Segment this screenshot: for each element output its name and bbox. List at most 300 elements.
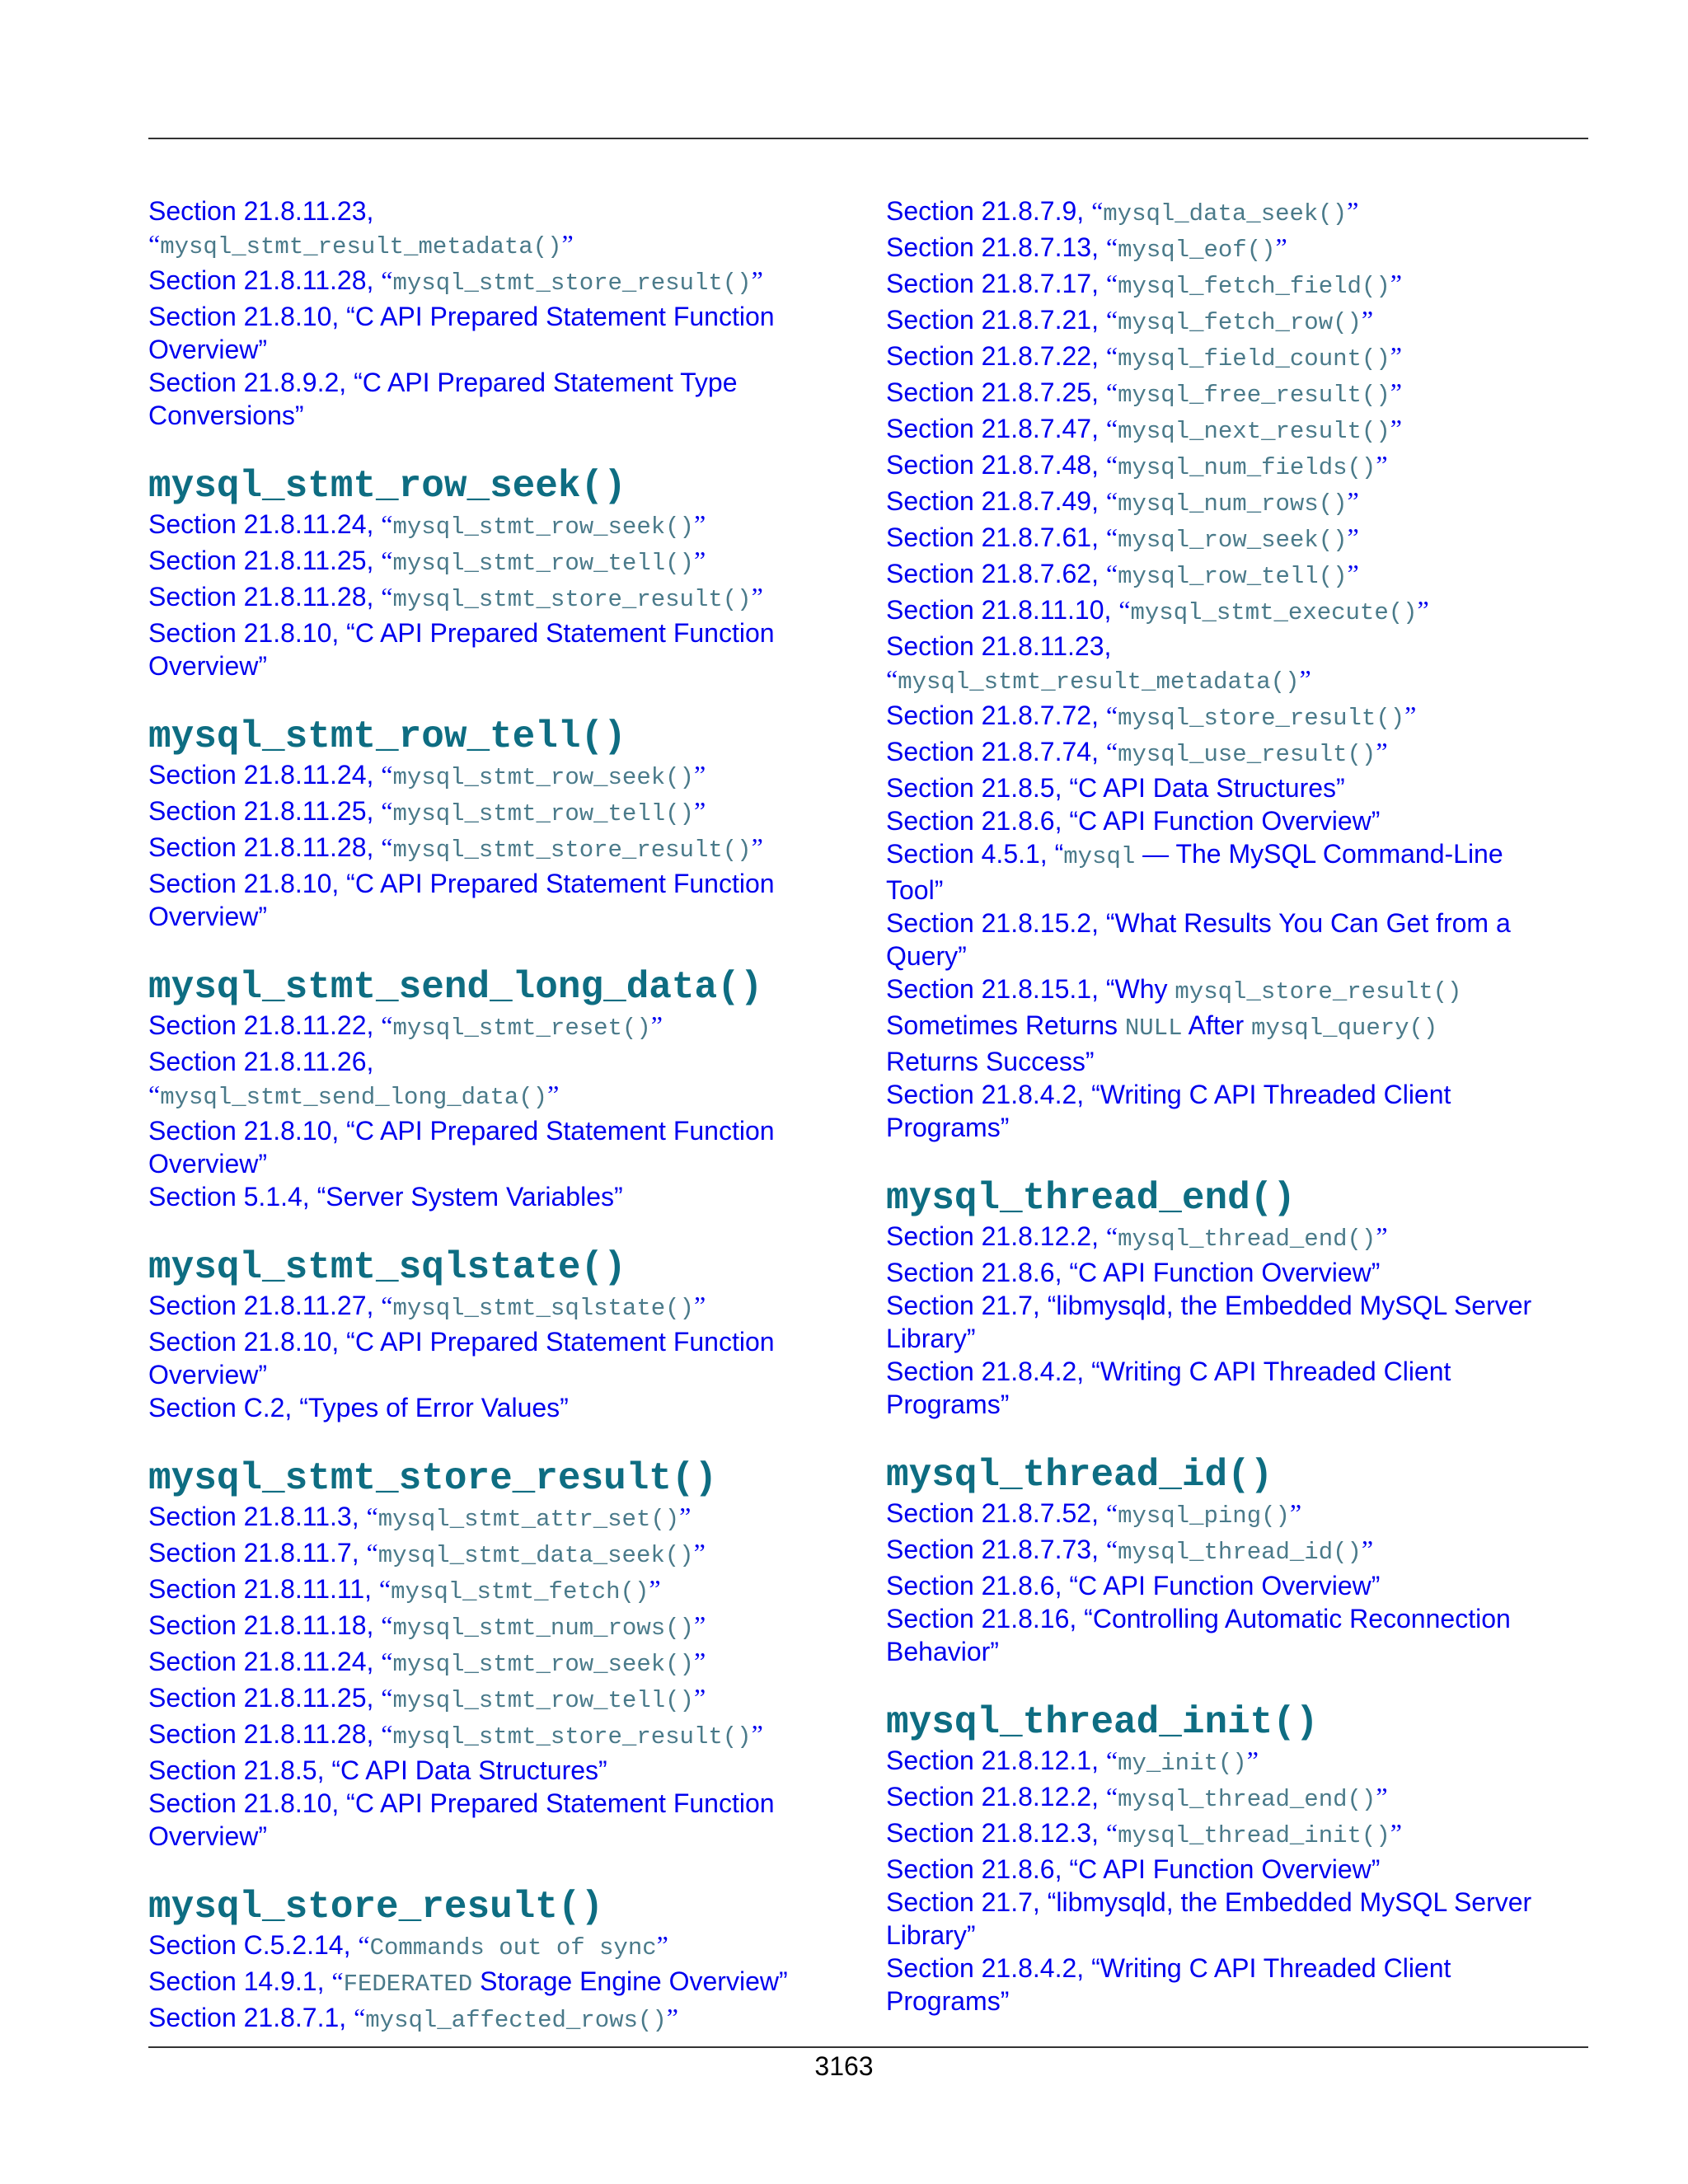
- link-text: Section 21.8.11.18,: [148, 1610, 382, 1640]
- code-text: mysql_num_rows(): [1118, 490, 1348, 518]
- code-text: mysql_stmt_row_seek(): [392, 1651, 694, 1678]
- link-text: “: [1105, 486, 1118, 516]
- link-text: ”: [1376, 450, 1388, 480]
- code-text: mysql_stmt_store_result(): [392, 269, 752, 297]
- link-text: “: [381, 1610, 393, 1640]
- section-reference-link[interactable]: [886, 557, 1587, 593]
- section-reference-link[interactable]: [886, 376, 1587, 412]
- link-text: “: [381, 1647, 393, 1676]
- link-text: ”: [693, 509, 706, 539]
- link-text: Section 21.8.6, “C API Function Overview”: [886, 806, 1381, 836]
- section-reference-link[interactable]: [886, 267, 1587, 303]
- link-text: “: [358, 1930, 370, 1960]
- link-text: Section 21.8.16, “Controlling Automatic Reconnection: [886, 1604, 1511, 1633]
- section-reference-link[interactable]: [148, 508, 849, 544]
- link-text: Section 21.8.11.26,: [148, 1047, 374, 1076]
- code-text: mysql_stmt_row_seek(): [392, 764, 694, 791]
- link-text: ”: [693, 1291, 706, 1320]
- section-reference-link[interactable]: [886, 1220, 1587, 1256]
- section-reference-link[interactable]: [148, 1681, 849, 1718]
- section-reference-link[interactable]: [148, 1718, 849, 1754]
- link-text: Section 21.8.7.21,: [886, 305, 1106, 335]
- section-reference-link[interactable]: [886, 1602, 1587, 1635]
- link-text: Section 21.8.7.1,: [148, 2003, 354, 2032]
- link-text: Conversions”: [148, 401, 304, 430]
- link-text: After: [1182, 1010, 1252, 1040]
- link-text: “: [1105, 305, 1118, 335]
- code-text: mysql_ping(): [1118, 1502, 1290, 1530]
- section-reference-link[interactable]: [148, 867, 849, 900]
- code-text: mysql_row_tell(): [1118, 563, 1348, 590]
- link-text: Section 21.8.12.2,: [886, 1782, 1106, 1811]
- link-text: ”: [1361, 305, 1374, 335]
- link-text: “: [381, 546, 393, 575]
- section-reference-link[interactable]: [886, 940, 1587, 972]
- link-text: Programs”: [886, 1113, 1010, 1142]
- index-entry: [148, 194, 849, 432]
- section-reference-link[interactable]: [148, 1114, 849, 1147]
- link-text: Section 21.8.4.2, “Writing C API Threaded Client: [886, 1953, 1451, 1983]
- code-text: mysql_store_result(): [1175, 978, 1462, 1005]
- section-reference-link[interactable]: [148, 1929, 849, 1965]
- link-text: “: [381, 1010, 393, 1040]
- link-text: “: [381, 582, 393, 612]
- link-text: Overview”: [148, 1821, 268, 1851]
- section-reference-link[interactable]: [148, 649, 849, 682]
- index-entry: [148, 966, 849, 1213]
- section-reference-link[interactable]: [886, 804, 1587, 837]
- link-text: “: [1105, 523, 1118, 552]
- link-text: Section 21.8.10, “C API Prepared Statement Function: [148, 1327, 775, 1357]
- section-reference-link[interactable]: [886, 1045, 1587, 1078]
- section-reference-link[interactable]: [886, 1780, 1587, 1816]
- link-text: “: [1105, 450, 1118, 480]
- code-text: Commands out of sync: [369, 1934, 657, 1961]
- link-text: Behavior”: [886, 1637, 999, 1666]
- link-text: “: [1091, 196, 1104, 226]
- section-reference-link[interactable]: [886, 1886, 1587, 1919]
- link-text: ”: [1376, 1782, 1388, 1811]
- link-text: ”: [1289, 1498, 1302, 1528]
- link-text: Library”: [886, 1920, 976, 1950]
- code-text: mysql_eof(): [1118, 237, 1276, 264]
- index-entry: [148, 1457, 849, 1853]
- code-text: mysql_data_seek(): [1103, 200, 1348, 227]
- link-text: Section 21.8.7.74,: [886, 737, 1106, 766]
- link-text: Section C.5.2.14,: [148, 1930, 359, 1960]
- link-text: “: [148, 229, 161, 259]
- section-reference-link[interactable]: [148, 1147, 849, 1180]
- code-text: mysql_fetch_field(): [1118, 273, 1390, 300]
- section-reference-link[interactable]: [886, 874, 1587, 907]
- link-text: “: [381, 760, 393, 790]
- section-reference-link[interactable]: [148, 264, 849, 300]
- link-text: Programs”: [886, 1986, 1010, 2016]
- section-reference-link[interactable]: [148, 1009, 849, 1045]
- section-reference-link[interactable]: [148, 227, 849, 264]
- code-text: mysql_stmt_store_result(): [392, 837, 752, 864]
- section-reference-link[interactable]: [886, 1322, 1587, 1355]
- header-rule: [148, 138, 1588, 139]
- section-reference-link[interactable]: [886, 593, 1587, 630]
- code-text: mysql_affected_rows(): [365, 2007, 667, 2034]
- section-reference-link[interactable]: [148, 1787, 849, 1820]
- section-reference-link[interactable]: [148, 1045, 849, 1078]
- section-reference-link[interactable]: [148, 616, 849, 649]
- link-text: Section 14.9.1,: [148, 1966, 332, 1996]
- link-text: “: [354, 2003, 366, 2032]
- link-text: Section 21.8.9.2, “C API Prepared Statement Type: [148, 368, 738, 397]
- link-text: Section 21.8.7.61,: [886, 523, 1106, 552]
- section-reference-link[interactable]: [886, 303, 1587, 340]
- link-text: Section 21.8.7.48,: [886, 450, 1106, 480]
- index-entry: [148, 1886, 849, 2037]
- section-reference-link[interactable]: [886, 771, 1587, 804]
- link-text: Section 21.8.12.2,: [886, 1221, 1106, 1251]
- link-text: “: [331, 1966, 344, 1996]
- code-text: mysql_stmt_attr_set(): [377, 1506, 680, 1533]
- code-text: my_init(): [1118, 1750, 1247, 1777]
- section-reference-link[interactable]: [886, 1744, 1587, 1780]
- section-reference-link[interactable]: [886, 1853, 1587, 1886]
- link-text: ”: [751, 582, 763, 612]
- code-text: mysql_num_fields(): [1118, 454, 1376, 481]
- section-reference-link[interactable]: [886, 1111, 1587, 1144]
- section-reference-link[interactable]: [886, 907, 1587, 940]
- section-reference-link[interactable]: [886, 485, 1587, 521]
- link-text: Section 21.8.10, “C API Prepared Statement Function: [148, 869, 775, 898]
- entry-heading: mysql_thread_end(): [886, 1177, 1296, 1220]
- link-text: Section 21.8.7.25,: [886, 377, 1106, 407]
- link-text: Section 21.8.11.27,: [148, 1291, 382, 1320]
- link-text: “: [1105, 559, 1118, 588]
- section-reference-link[interactable]: [148, 1500, 849, 1536]
- section-reference-link[interactable]: [886, 1816, 1587, 1853]
- section-reference-link[interactable]: [148, 366, 849, 399]
- section-reference-link[interactable]: [886, 1569, 1587, 1602]
- link-text: “: [381, 1291, 393, 1320]
- code-text: mysql_stmt_result_metadata(): [160, 233, 562, 260]
- code-text: mysql_stmt_result_metadata(): [898, 668, 1300, 696]
- section-reference-link[interactable]: [148, 580, 849, 616]
- link-text: ”: [693, 1683, 706, 1713]
- link-text: ”: [693, 1647, 706, 1676]
- link-text: Section 21.8.6, “C API Function Overview”: [886, 1571, 1381, 1601]
- link-text: Library”: [886, 1324, 976, 1353]
- section-reference-link[interactable]: [148, 194, 849, 227]
- code-text: mysql_thread_end(): [1118, 1226, 1376, 1253]
- link-text: Section 21.8.11.24,: [148, 1647, 382, 1676]
- link-text: Section 21.8.11.7,: [148, 1538, 367, 1568]
- link-text: ”: [1390, 341, 1402, 371]
- section-reference-link[interactable]: [148, 1820, 849, 1853]
- link-text: Section 21.8.7.22,: [886, 341, 1106, 371]
- section-reference-link[interactable]: [886, 1635, 1587, 1668]
- link-text: “: [381, 509, 393, 539]
- index-entry: [886, 1177, 1587, 1421]
- link-text: Section 21.8.7.73,: [886, 1535, 1106, 1564]
- section-reference-link[interactable]: [148, 1391, 849, 1424]
- link-text: Tool”: [886, 875, 944, 905]
- link-text: Section 21.8.10, “C API Prepared Statement Function: [148, 1116, 775, 1146]
- link-text: “: [381, 796, 393, 826]
- entry-heading: mysql_stmt_row_seek(): [148, 465, 626, 508]
- section-reference-link[interactable]: [148, 1536, 849, 1572]
- section-reference-link[interactable]: [148, 1965, 849, 2001]
- section-reference-link[interactable]: [148, 399, 849, 432]
- link-text: Programs”: [886, 1390, 1010, 1419]
- code-text: mysql_stmt_row_seek(): [392, 513, 694, 541]
- link-text: “: [886, 664, 898, 694]
- index-entry: [886, 194, 1587, 1144]
- section-reference-link[interactable]: [886, 340, 1587, 376]
- section-reference-link[interactable]: [886, 1256, 1587, 1289]
- entry-heading: mysql_store_result(): [148, 1886, 604, 1929]
- code-text: FEDERATED: [343, 1971, 473, 1998]
- link-text: Section 21.7, “libmysqld, the Embedded MySQL Server: [886, 1291, 1532, 1320]
- link-text: Section C.2, “Types of Error Values”: [148, 1393, 569, 1422]
- link-text: Section 21.8.7.9,: [886, 196, 1092, 226]
- link-text: “: [1105, 232, 1118, 262]
- link-text: ”: [693, 1538, 706, 1568]
- section-reference-link[interactable]: [148, 758, 849, 794]
- link-text: ”: [751, 1719, 763, 1749]
- code-text: mysql_fetch_row(): [1118, 309, 1362, 336]
- link-text: Section 21.8.11.23,: [148, 196, 374, 226]
- link-text: “: [381, 265, 393, 295]
- entry-heading: mysql_stmt_sqlstate(): [148, 1246, 626, 1289]
- section-reference-link[interactable]: [886, 1497, 1587, 1533]
- index-entry: [148, 465, 849, 682]
- code-text: mysql_stmt_data_seek(): [377, 1542, 694, 1569]
- link-text: Storage Engine Overview”: [472, 1966, 788, 1996]
- link-text: “: [1105, 1818, 1118, 1848]
- link-text: “: [1105, 1221, 1118, 1251]
- code-text: mysql_stmt_store_result(): [392, 586, 752, 613]
- section-reference-link[interactable]: [148, 544, 849, 580]
- link-text: Section 21.8.7.72,: [886, 701, 1106, 730]
- link-text: ”: [1246, 1746, 1259, 1775]
- code-text: mysql_stmt_reset(): [392, 1015, 651, 1042]
- link-text: — The MySQL Command-Line: [1135, 839, 1503, 869]
- code-text: mysql_row_seek(): [1118, 527, 1348, 554]
- link-text: Section 21.8.11.25,: [148, 546, 382, 575]
- code-text: mysql_use_result(): [1118, 741, 1376, 768]
- footer-rule: [148, 2046, 1588, 2048]
- link-text: “: [366, 1538, 378, 1568]
- link-text: ”: [1299, 664, 1311, 694]
- code-text: mysql_stmt_fetch(): [391, 1578, 649, 1605]
- link-text: “: [1105, 737, 1118, 766]
- code-text: mysql_stmt_send_long_data(): [160, 1084, 548, 1111]
- link-text: Overview”: [148, 1360, 268, 1390]
- link-text: Overview”: [148, 335, 268, 364]
- link-text: Query”: [886, 941, 967, 971]
- link-text: ”: [1347, 196, 1359, 226]
- link-text: ”: [751, 832, 763, 862]
- right-column: [886, 194, 1587, 2050]
- section-reference-link[interactable]: [886, 448, 1587, 485]
- code-text: mysql_thread_init(): [1118, 1822, 1390, 1849]
- section-reference-link[interactable]: [886, 735, 1587, 771]
- section-reference-link[interactable]: [886, 663, 1587, 699]
- link-text: Section 21.8.15.1, “Why: [886, 974, 1175, 1004]
- section-reference-link[interactable]: [886, 972, 1587, 1009]
- code-text: mysql_stmt_execute(): [1130, 599, 1418, 626]
- link-text: Section 21.8.11.3,: [148, 1502, 367, 1531]
- code-text: mysql_store_result(): [1118, 705, 1405, 732]
- code-text: mysql_field_count(): [1118, 345, 1390, 373]
- link-text: Overview”: [148, 1149, 268, 1179]
- link-text: ”: [1404, 701, 1417, 730]
- link-text: Section 21.8.11.28,: [148, 1719, 382, 1749]
- entry-heading: mysql_stmt_row_tell(): [148, 715, 626, 758]
- section-reference-link[interactable]: [148, 1325, 849, 1358]
- section-reference-link[interactable]: [886, 1388, 1587, 1421]
- section-reference-link[interactable]: [148, 1754, 849, 1787]
- link-text: “: [1105, 269, 1118, 298]
- section-reference-link[interactable]: [148, 1078, 849, 1114]
- link-text: ”: [1390, 269, 1402, 298]
- link-text: Section 21.8.7.62,: [886, 559, 1106, 588]
- link-text: ”: [1275, 232, 1287, 262]
- section-reference-link[interactable]: [886, 1078, 1587, 1111]
- link-text: Section 21.8.6, “C API Function Overview”: [886, 1258, 1381, 1287]
- section-reference-link[interactable]: [148, 333, 849, 366]
- section-reference-link[interactable]: [886, 1289, 1587, 1322]
- link-text: ”: [561, 229, 574, 259]
- entry-heading: mysql_thread_id(): [886, 1454, 1273, 1497]
- link-text: Section 21.8.7.47,: [886, 414, 1106, 443]
- link-text: ”: [1361, 1535, 1374, 1564]
- code-text: mysql_free_result(): [1118, 382, 1390, 409]
- section-reference-link[interactable]: [148, 831, 849, 867]
- section-reference-link[interactable]: [148, 300, 849, 333]
- link-text: Section 21.8.10, “C API Prepared Statement Function: [148, 618, 775, 648]
- section-reference-link[interactable]: [148, 1609, 849, 1645]
- link-text: “: [148, 1080, 161, 1109]
- link-text: “: [1105, 1746, 1118, 1775]
- code-text: mysql_thread_end(): [1118, 1786, 1376, 1813]
- link-text: “: [366, 1502, 378, 1531]
- link-text: ”: [1347, 486, 1359, 516]
- link-text: Section 21.8.5, “C API Data Structures”: [886, 773, 1345, 803]
- index-entry: [148, 1246, 849, 1424]
- section-reference-link[interactable]: [886, 630, 1587, 663]
- index-entry: [886, 1454, 1587, 1668]
- left-column: [148, 194, 849, 2070]
- link-text: ”: [666, 2003, 678, 2032]
- link-text: Section 21.8.10, “C API Prepared Statement Function: [148, 302, 775, 331]
- link-text: Section 21.8.11.11,: [148, 1574, 379, 1604]
- section-reference-link[interactable]: [886, 521, 1587, 557]
- link-text: Section 21.8.7.13,: [886, 232, 1106, 262]
- section-reference-link[interactable]: [886, 1952, 1587, 1985]
- code-text: mysql_thread_id(): [1118, 1539, 1362, 1566]
- link-text: ”: [650, 1010, 663, 1040]
- section-reference-link[interactable]: [148, 900, 849, 933]
- link-text: Section 21.8.11.24,: [148, 760, 382, 790]
- link-text: Section 4.5.1, “: [886, 839, 1064, 869]
- link-text: Section 21.8.11.28,: [148, 832, 382, 862]
- section-reference-link[interactable]: [886, 699, 1587, 735]
- link-text: Section 21.8.7.49,: [886, 486, 1106, 516]
- section-reference-link[interactable]: [886, 412, 1587, 448]
- section-reference-link[interactable]: [886, 1919, 1587, 1952]
- entry-heading: mysql_thread_init(): [886, 1701, 1319, 1744]
- section-reference-link[interactable]: [886, 1009, 1587, 1045]
- link-text: Section 21.8.11.25,: [148, 1683, 382, 1713]
- code-text: mysql_query(): [1251, 1015, 1438, 1042]
- code-text: mysql_stmt_row_tell(): [392, 550, 694, 577]
- code-text: mysql_next_result(): [1118, 418, 1390, 445]
- link-text: Sometimes Returns: [886, 1010, 1125, 1040]
- link-text: ”: [1390, 1818, 1402, 1848]
- section-reference-link[interactable]: [148, 1358, 849, 1391]
- section-reference-link[interactable]: [148, 1289, 849, 1325]
- link-text: ”: [1390, 377, 1402, 407]
- code-text: mysql_stmt_store_result(): [392, 1723, 752, 1750]
- link-text: Section 21.8.5, “C API Data Structures”: [148, 1755, 607, 1785]
- link-text: Section 21.8.11.24,: [148, 509, 382, 539]
- code-text: mysql_stmt_num_rows(): [392, 1615, 694, 1642]
- link-text: ”: [693, 1610, 706, 1640]
- link-text: Section 21.8.7.52,: [886, 1498, 1106, 1528]
- link-text: Section 21.8.4.2, “Writing C API Threaded Client: [886, 1080, 1451, 1109]
- section-reference-link[interactable]: [886, 231, 1587, 267]
- link-text: Section 21.8.12.1,: [886, 1746, 1106, 1775]
- link-text: ”: [693, 546, 706, 575]
- link-text: Section 21.8.11.28,: [148, 582, 382, 612]
- code-text: mysql_stmt_row_tell(): [392, 800, 694, 827]
- link-text: ”: [1347, 559, 1359, 588]
- link-text: Section 21.8.11.28,: [148, 265, 382, 295]
- link-text: “: [1105, 377, 1118, 407]
- link-text: Section 21.8.11.25,: [148, 796, 382, 826]
- section-reference-link[interactable]: [886, 194, 1587, 231]
- index-entry: [148, 715, 849, 933]
- link-text: ”: [751, 265, 763, 295]
- link-text: Section 21.7, “libmysqld, the Embedded MySQL Server: [886, 1887, 1532, 1917]
- section-reference-link[interactable]: [148, 1180, 849, 1213]
- section-reference-link[interactable]: [148, 1645, 849, 1681]
- section-reference-link[interactable]: [148, 1572, 849, 1609]
- link-text: ”: [1417, 595, 1429, 625]
- link-text: “: [1105, 414, 1118, 443]
- link-text: “: [381, 1683, 393, 1713]
- link-text: Section 21.8.7.17,: [886, 269, 1106, 298]
- link-text: Returns Success”: [886, 1047, 1095, 1076]
- link-text: “: [1105, 341, 1118, 371]
- link-text: ”: [1376, 1221, 1388, 1251]
- link-text: ”: [693, 796, 706, 826]
- section-reference-link[interactable]: [886, 1985, 1587, 2018]
- section-reference-link[interactable]: [886, 1355, 1587, 1388]
- link-text: Section 21.8.10, “C API Prepared Statement Function: [148, 1788, 775, 1818]
- code-text: NULL: [1124, 1015, 1183, 1042]
- link-text: ”: [1390, 414, 1402, 443]
- section-reference-link[interactable]: [148, 794, 849, 831]
- section-reference-link[interactable]: [886, 837, 1587, 874]
- link-text: “: [381, 1719, 393, 1749]
- code-text: mysql_stmt_sqlstate(): [392, 1295, 694, 1322]
- link-text: ”: [656, 1930, 668, 1960]
- link-text: Section 21.8.4.2, “Writing C API Threaded Client: [886, 1357, 1451, 1386]
- section-reference-link[interactable]: [148, 2001, 849, 2037]
- link-text: Section 21.8.11.22,: [148, 1010, 382, 1040]
- link-text: Section 21.8.6, “C API Function Overview”: [886, 1854, 1381, 1884]
- section-reference-link[interactable]: [886, 1533, 1587, 1569]
